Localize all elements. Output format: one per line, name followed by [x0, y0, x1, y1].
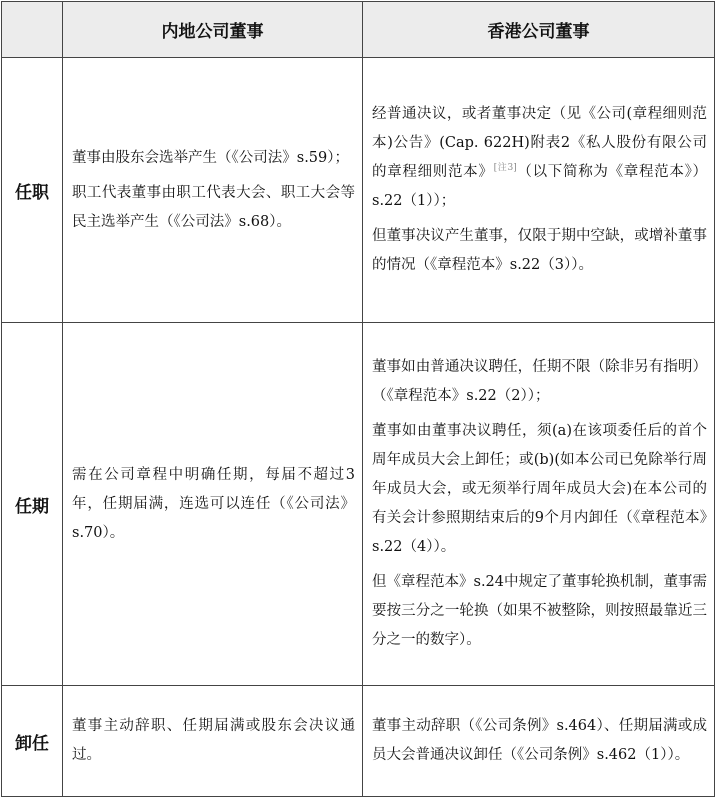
- director-comparison-table: [1, 1, 715, 797]
- row-label-appointment: 任职: [2, 58, 63, 323]
- hk-resignation-text-1: 董事主动辞职（《公司条例》s.464）、任期届满或成员大会普通决议卸任（《公司条例》s.462（1））。: [372, 718, 707, 763]
- mainland-resignation-text-1: 董事主动辞职、任期届满或股东会决议通过。: [72, 718, 355, 763]
- hk-term-text-3: 但《章程范本》s.24中规定了董事轮换机制，董事需要按三分之一轮换（如果不被整除，则按照最靠近三分之一的数字）。: [372, 574, 707, 648]
- hk-resignation-cell: [363, 686, 715, 797]
- mainland-appointment-text-1: 董事由股东会选举产生（《公司法》s.59）；: [72, 149, 349, 166]
- hk-appointment-text-1a: 经普通决议，或者董事决定（见《公司(章程细则范本)公告》(Cap. 622H)附表2《私人股份有限公司的章程细则范本》: [372, 106, 707, 180]
- header-hk: 香港公司董事: [363, 2, 715, 58]
- mainland-appointment-text-2: 职工代表董事由职工代表大会、职工大会等民主选举产生（《公司法》s.68）。: [72, 184, 355, 230]
- header-corner-cell: [2, 2, 63, 58]
- hk-term-cell: [363, 323, 715, 686]
- footnote-ref-note-3[interactable]: [注3]: [493, 163, 517, 174]
- hk-term-text-2: 董事如由董事决议聘任，须(a)在该项委任后的首个周年成员大会上卸任；或(b)(如本公司已免除举行周年成员大会，或无须举行周年成员大会)在本公司的有关会计参照期结束后的9个月内卸任（《章程范本》s.22（4））。: [372, 423, 707, 555]
- row-label-resignation: 卸任: [2, 686, 63, 797]
- hk-appointment-text-2: 但董事决议产生董事，仅限于期中空缺，或增补董事的情况（《章程范本》s.22（3））。: [372, 228, 707, 273]
- hk-appointment-text-1b: （以下简称为《章程范本》）s.22（1））；: [372, 164, 708, 209]
- hk-appointment-cell: [363, 58, 715, 323]
- mainland-appointment-cell: [63, 58, 363, 323]
- row-label-term: 任期: [2, 323, 63, 686]
- hk-term-text-1: 董事如由普通决议聘任，任期不限（除非另有指明）（《章程范本》s.22（2））；: [372, 359, 707, 404]
- table-row-appointment: [2, 58, 715, 323]
- mainland-resignation-cell: [63, 686, 363, 797]
- mainland-term-text-1: 需在公司章程中明确任期，每届不超过3年，任期届满，连选可以连任（《公司法》s.70）。: [72, 466, 355, 541]
- table-header-row: [2, 2, 715, 58]
- hk-appointment-paragraph-1: [372, 100, 707, 216]
- table-row-resignation: [2, 686, 715, 797]
- header-mainland: 内地公司董事: [63, 2, 363, 58]
- table-row-term: [2, 323, 715, 686]
- mainland-term-cell: [63, 323, 363, 686]
